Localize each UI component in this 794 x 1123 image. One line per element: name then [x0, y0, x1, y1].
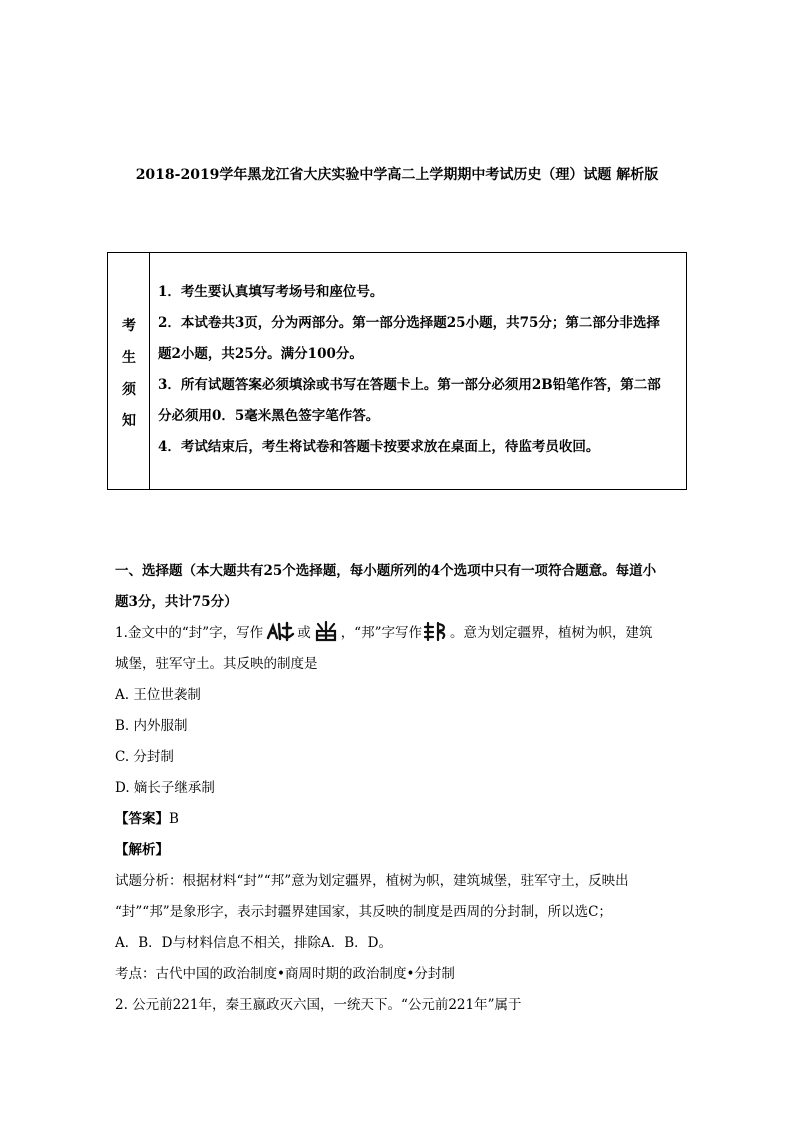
q1-stem-part2: ，“邦”字写作 — [340, 625, 422, 641]
q1-stem-part3: 。意为划定疆界，植树为帜，建筑 — [450, 625, 653, 641]
notice-label-char: 考 — [122, 318, 136, 334]
notice-label-cell — [108, 253, 150, 489]
question-1-stem — [115, 618, 687, 649]
notice-item: 分必须用0．5毫米黑色签字笔作答。 — [158, 408, 380, 424]
answer-line — [115, 804, 687, 835]
question-2-stem: 2. 公元前221年，秦王嬴政灭六国，一统天下。“公元前221年”属于 — [115, 997, 522, 1013]
bronze-feng-glyph-b-icon — [313, 620, 339, 642]
analysis-line: 考点：古代中国的政治制度•商周时期的政治制度•分封制 — [115, 966, 455, 982]
option-b: B. 内外服制 — [115, 718, 188, 734]
document-body — [115, 556, 687, 1021]
notice-item: 4．考试结束后，考生将试卷和答题卡按要求放在桌面上，待监考员收回。 — [158, 439, 600, 455]
option-c: C. 分封制 — [115, 749, 174, 765]
bronze-feng-glyph-a-icon — [265, 620, 295, 642]
option-a: A. 王位世袭制 — [115, 687, 201, 703]
document-title: 2018-2019学年黑龙江省大庆实验中学高二上学期期中考试历史（理）试题 解析版 — [135, 167, 659, 183]
analysis-line: A．B．D与材料信息不相关，排除A．B．D。 — [115, 935, 392, 951]
answer-label: 【答案】 — [115, 811, 169, 827]
bronze-bang-glyph-icon — [424, 620, 448, 642]
notice-label-char: 知 — [122, 413, 136, 429]
section-heading-cont: 题3分，共计75分） — [115, 594, 238, 610]
question-1-stem-cont: 城堡，驻军守土。其反映的制度是 — [115, 656, 318, 672]
q1-glyph-or: 或 — [297, 625, 311, 641]
notice-item: 2．本试卷共3页，分为两部分。第一部分选择题25小题，共75分；第二部分非选择 — [158, 315, 660, 331]
analysis-line: “封”“邦”是象形字，表示封疆界建国家，其反映的制度是西周的分封制，所以选C； — [115, 904, 612, 920]
exam-notice-table — [107, 252, 687, 490]
option-d: D. 嫡长子继承制 — [115, 780, 215, 796]
notice-item: 1．考生要认真填写考场号和座位号。 — [158, 284, 384, 300]
notice-item: 3．所有试题答案必须填涂或书写在答题卡上。第一部分必须用2B铅笔作答，第二部 — [158, 377, 661, 393]
notice-content-cell — [158, 277, 686, 463]
q1-stem-part1: 1.金文中的“封”字，写作 — [115, 625, 264, 641]
notice-item: 题2小题，共25分。满分100分。 — [158, 346, 363, 362]
analysis-line: 试题分析：根据材料“封”“邦”意为划定疆界，植树为帜，建筑城堡，驻军守土，反映出 — [115, 873, 629, 889]
section-heading: 一、选择题（本大题共有25个选择题，每小题所列的4个选项中只有一项符合题意。每道小 — [115, 563, 657, 579]
notice-label-char: 生 — [122, 350, 136, 366]
answer-value: B — [169, 811, 179, 827]
analysis-label: 【解析】 — [115, 842, 169, 858]
notice-label-char: 须 — [122, 382, 136, 398]
